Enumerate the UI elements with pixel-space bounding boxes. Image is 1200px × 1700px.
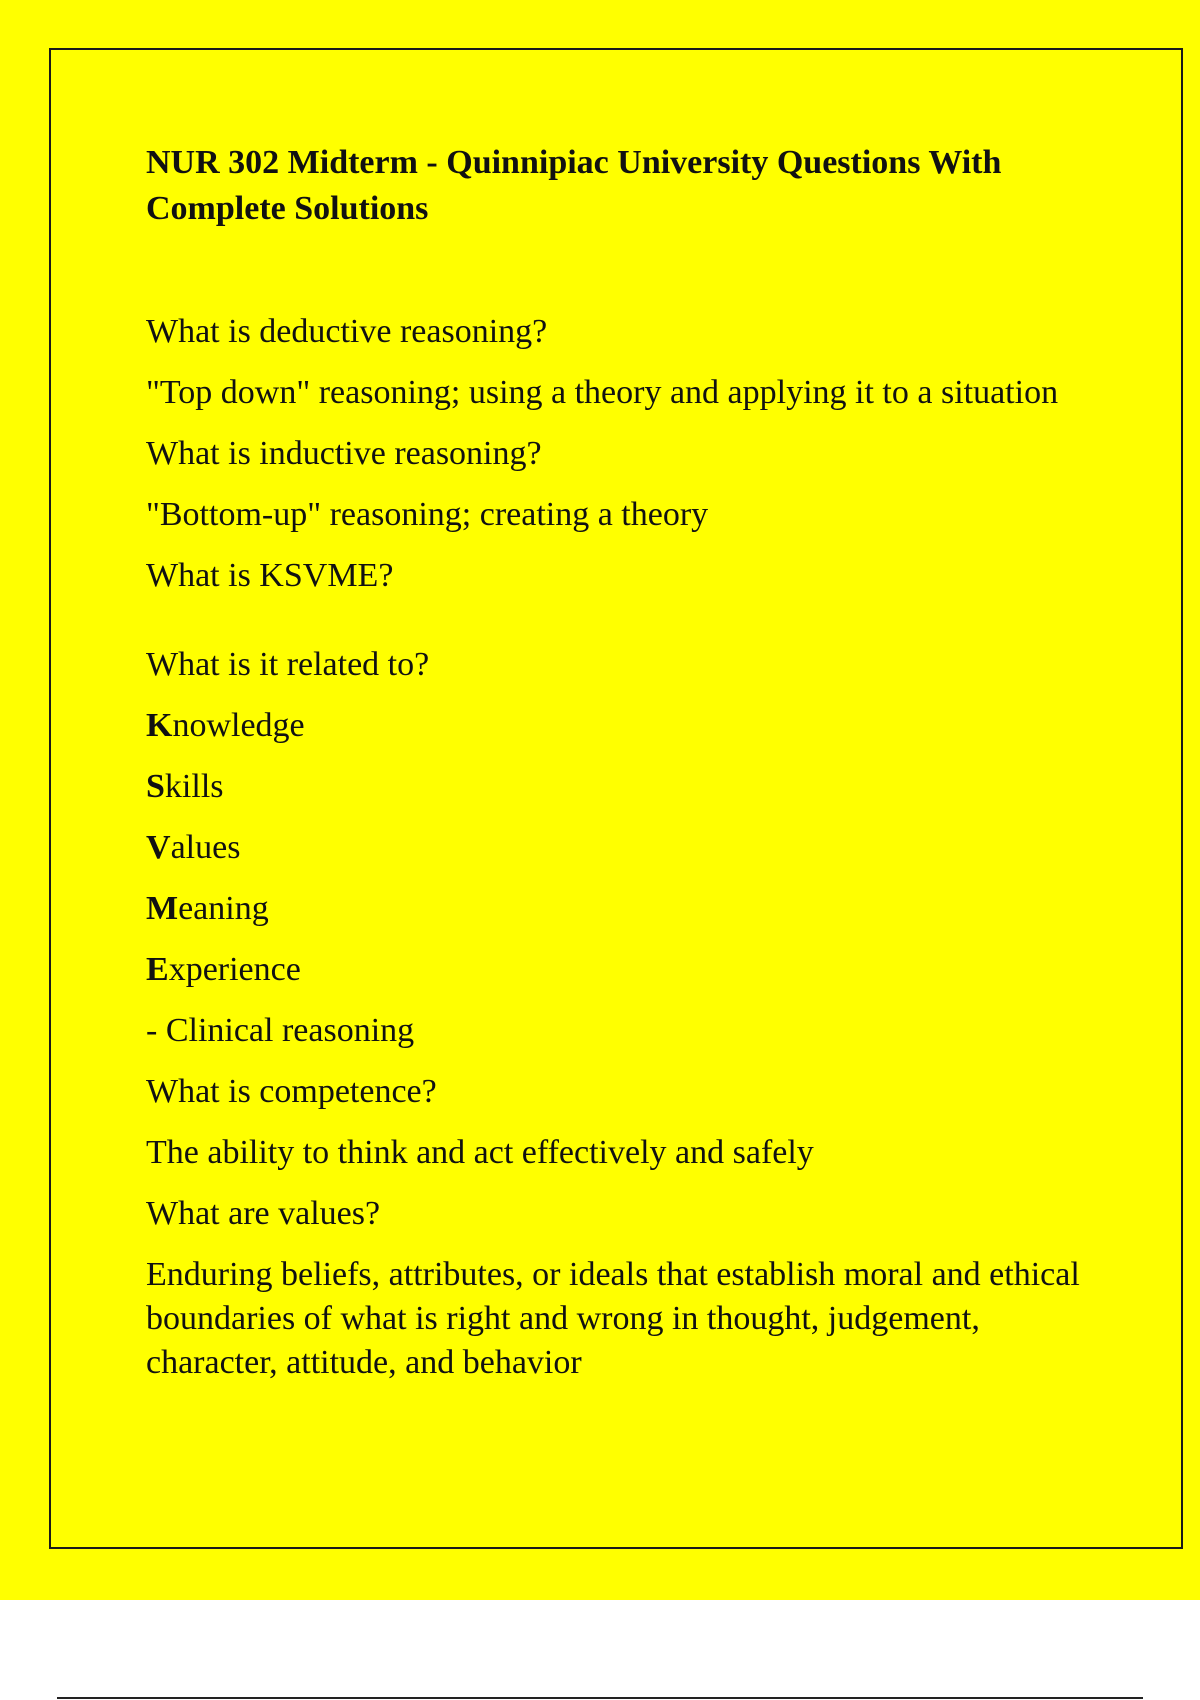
acronym-letter: V (146, 829, 171, 866)
acronym-letter: K (146, 707, 173, 744)
question-line: What is deductive reasoning? (146, 313, 548, 350)
answer-line: Enduring beliefs, attributes, or ideals that establish moral and ethical boundaries of what is right and wrong in thought, judgement, character, attitude, and behavior (146, 1256, 1080, 1381)
question-line: What is KSVME? (146, 557, 394, 594)
acronym-rest: alues (170, 829, 241, 866)
acronym-letter: S (146, 768, 165, 805)
acronym-item (146, 887, 1096, 931)
acronym-item (146, 765, 1096, 809)
question-line: What are values? (146, 1195, 381, 1232)
answer-line: - Clinical reasoning (146, 1012, 415, 1049)
acronym-letter: M (146, 890, 179, 927)
acronym-letter: E (146, 951, 169, 988)
answer-line: The ability to think and act effectively and safely (146, 1134, 814, 1171)
answer-line: "Bottom-up" reasoning; creating a theory (146, 496, 709, 533)
question-line: What is inductive reasoning? (146, 435, 542, 472)
document-content (146, 140, 1096, 1402)
acronym-rest: xperience (168, 951, 301, 988)
question-line: What is it related to? (146, 646, 430, 683)
acronym-item (146, 704, 1096, 748)
answer-line: "Top down" reasoning; using a theory and applying it to a situation (146, 374, 1059, 411)
acronym-rest: kills (164, 768, 224, 805)
question-line: What is competence? (146, 1073, 437, 1110)
footer-divider (57, 1697, 1143, 1699)
acronym-item (146, 948, 1096, 992)
acronym-rest: nowledge (172, 707, 305, 744)
acronym-rest: eaning (178, 890, 269, 927)
acronym-item (146, 826, 1096, 870)
document-title: NUR 302 Midterm - Quinnipiac University Questions With Complete Solutions (146, 144, 1002, 227)
